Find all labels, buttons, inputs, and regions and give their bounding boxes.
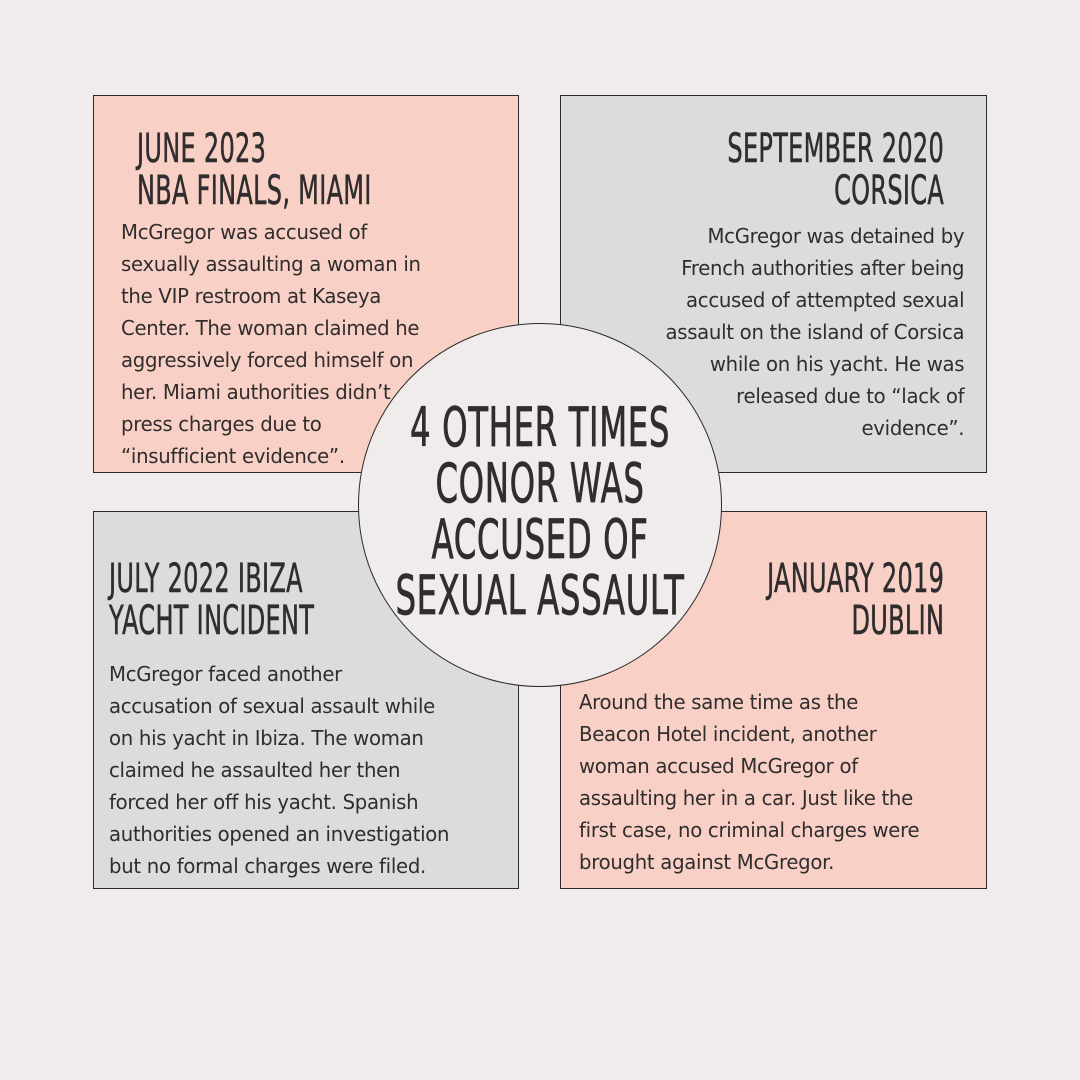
body-line: on his yacht in Ibiza. The woman xyxy=(109,726,424,750)
title-line: ACCUSED OF xyxy=(431,508,649,571)
body-line: evidence”. xyxy=(861,416,964,440)
center-title xyxy=(395,396,685,627)
card-heading xyxy=(727,128,944,212)
body-line: “insufficient evidence”. xyxy=(121,444,345,468)
body-line: woman accused McGregor of xyxy=(579,754,858,778)
heading-line: DUBLIN xyxy=(851,598,944,644)
heading-line: YACHT INCIDENT xyxy=(109,598,315,644)
body-line: accusation of sexual assault while xyxy=(109,694,435,718)
body-line: forced her off his yacht. Spanish xyxy=(109,790,419,814)
heading-line: CORSICA xyxy=(834,168,944,214)
center-title-circle xyxy=(358,323,722,687)
heading-line: SEPTEMBER 2020 xyxy=(727,126,944,172)
heading-line: JANUARY 2019 xyxy=(766,556,944,602)
title-line: 4 OTHER TIMES xyxy=(410,396,670,459)
body-line: McGregor was accused of xyxy=(121,220,367,244)
card-heading xyxy=(109,558,314,642)
body-line: press charges due to xyxy=(121,412,322,436)
body-line: aggressively forced himself on xyxy=(121,348,414,372)
body-line: McGregor was detained by xyxy=(707,224,964,248)
heading-line: NBA FINALS, MIAMI xyxy=(137,168,372,214)
body-line: McGregor faced another xyxy=(109,662,342,686)
body-line: but no formal charges were filed. xyxy=(109,854,427,878)
heading-line: JUNE 2023 xyxy=(137,126,267,172)
body-line: released due to “lack of xyxy=(735,384,964,408)
title-line: CONOR WAS xyxy=(435,452,645,515)
body-line: authorities opened an investigation xyxy=(109,822,450,846)
body-line: claimed he assaulted her then xyxy=(109,758,401,782)
card-body xyxy=(579,686,919,878)
body-line: Beacon Hotel incident, another xyxy=(579,722,877,746)
body-line: French authorities after being xyxy=(680,256,964,280)
body-line: sexually assaulting a woman in xyxy=(121,252,421,276)
body-line: brought against McGregor. xyxy=(579,850,835,874)
body-line: assaulting her in a car. Just like the xyxy=(579,786,913,810)
body-line: while on his yacht. He was xyxy=(709,352,964,376)
body-line: Around the same time as the xyxy=(579,690,859,714)
body-line: assault on the island of Corsica xyxy=(665,320,964,344)
title-line: SEXUAL ASSAULT xyxy=(395,564,685,627)
card-body xyxy=(665,220,964,444)
body-line: Center. The woman claimed he xyxy=(121,316,420,340)
body-line: first case, no criminal charges were xyxy=(579,818,920,842)
body-line: her. Miami authorities didn’t xyxy=(121,380,391,404)
card-body xyxy=(109,658,449,882)
card-heading xyxy=(767,558,944,642)
body-line: the VIP restroom at Kaseya xyxy=(121,284,382,308)
card-heading xyxy=(137,128,372,212)
body-line: accused of attempted sexual xyxy=(685,288,964,312)
heading-line: JULY 2022 IBIZA xyxy=(109,556,303,602)
